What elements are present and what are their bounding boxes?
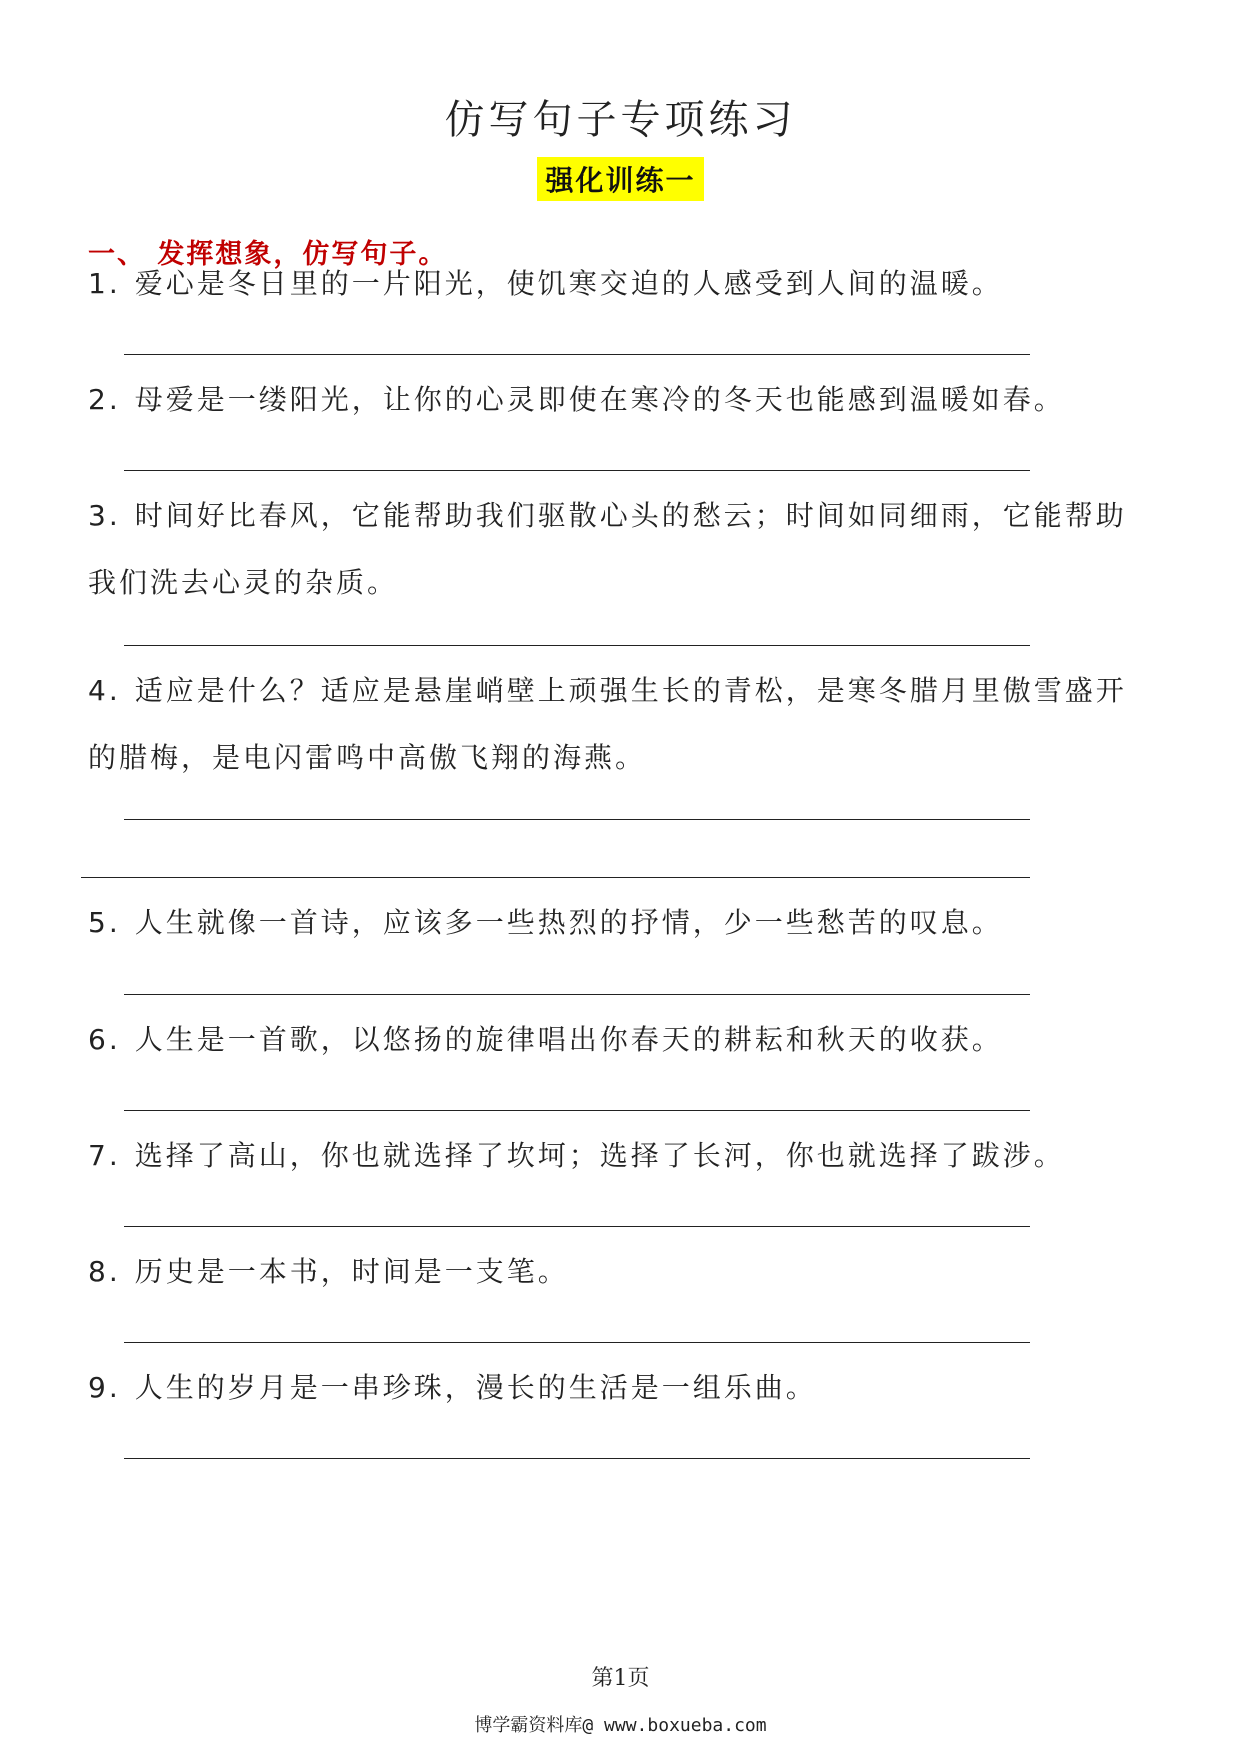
question-number: 9. bbox=[88, 1371, 121, 1404]
question-3 bbox=[88, 482, 1154, 616]
answer-line[interactable] bbox=[124, 1226, 1030, 1227]
question-7 bbox=[88, 1122, 1154, 1189]
question-5 bbox=[88, 889, 1154, 956]
question-text: 爱心是冬日里的一片阳光，使饥寒交迫的人感受到人间的温暖。 bbox=[134, 267, 1003, 300]
answer-line[interactable] bbox=[124, 354, 1030, 355]
question-number: 6. bbox=[88, 1023, 121, 1056]
answer-line[interactable] bbox=[124, 994, 1030, 995]
question-text: 人生就像一首诗，应该多一些热烈的抒情，少一些愁苦的叹息。 bbox=[134, 906, 1003, 939]
question-1 bbox=[88, 250, 1154, 317]
answer-line[interactable] bbox=[124, 645, 1030, 646]
page-number: 第1页 bbox=[591, 1666, 650, 1691]
question-text: 时间好比春风，它能帮助我们驱散心头的愁云；时间如同细雨，它能帮助我们洗去心灵的杂质。 bbox=[88, 499, 1127, 599]
answer-line[interactable] bbox=[124, 819, 1030, 820]
footer-watermark: 博学霸资料库@ www.boxueba.com bbox=[474, 1715, 767, 1736]
question-number: 3. bbox=[88, 499, 121, 532]
question-text: 历史是一本书，时间是一支笔。 bbox=[134, 1255, 569, 1288]
question-number: 4. bbox=[88, 674, 121, 707]
question-number: 1. bbox=[88, 267, 121, 300]
question-6 bbox=[88, 1006, 1154, 1073]
question-4 bbox=[88, 657, 1154, 791]
answer-line[interactable] bbox=[124, 1458, 1030, 1459]
question-text: 适应是什么？适应是悬崖峭壁上顽强生长的青松，是寒冬腊月里傲雪盛开的腊梅，是电闪雷鸣中高傲飞翔的海燕。 bbox=[88, 674, 1127, 774]
subtitle-highlight: 强化训练一 bbox=[537, 157, 703, 201]
question-text: 人生是一首歌，以悠扬的旋律唱出你春天的耕耘和秋天的收获。 bbox=[134, 1023, 1003, 1056]
question-9 bbox=[88, 1354, 1154, 1421]
section-heading: 一、 发挥想象，仿写句子。 bbox=[88, 239, 448, 270]
question-text: 人生的岁月是一串珍珠，漫长的生活是一组乐曲。 bbox=[134, 1371, 817, 1404]
answer-line[interactable] bbox=[124, 1342, 1030, 1343]
answer-line[interactable] bbox=[124, 470, 1030, 471]
answer-line[interactable] bbox=[124, 1110, 1030, 1111]
question-number: 8. bbox=[88, 1255, 121, 1288]
question-8 bbox=[88, 1238, 1154, 1305]
question-number: 5. bbox=[88, 906, 121, 939]
page-title: 仿写句子专项练习 bbox=[444, 97, 797, 143]
answer-line[interactable] bbox=[81, 877, 1030, 878]
question-text: 母爱是一缕阳光，让你的心灵即使在寒冷的冬天也能感到温暖如春。 bbox=[134, 383, 1065, 416]
question-number: 2. bbox=[88, 383, 121, 416]
question-2 bbox=[88, 366, 1154, 433]
question-number: 7. bbox=[88, 1139, 121, 1172]
question-text: 选择了高山，你也就选择了坎坷；选择了长河，你也就选择了跋涉。 bbox=[134, 1139, 1065, 1172]
